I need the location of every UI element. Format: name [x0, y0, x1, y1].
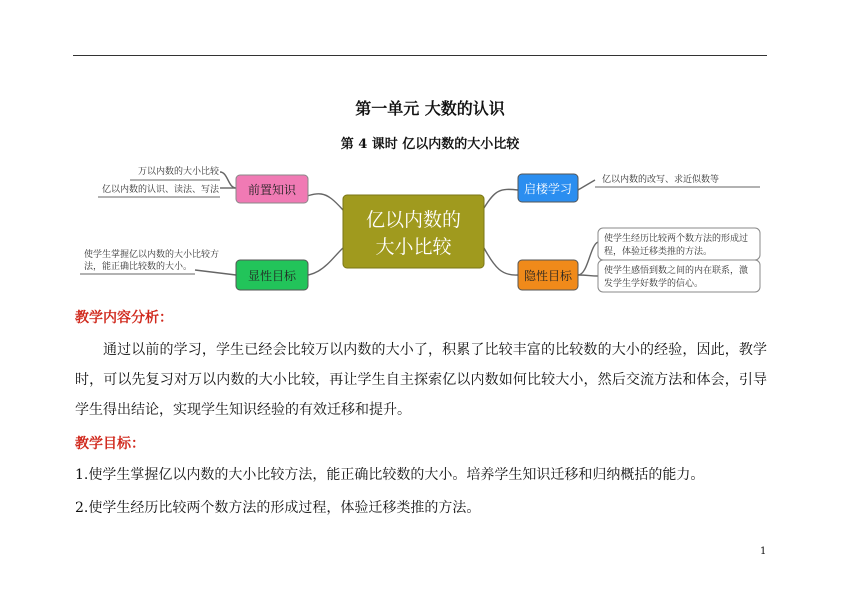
- connector-prior-note1: [220, 172, 236, 188]
- connector-implicit: [484, 248, 518, 275]
- goal-item-2: 2.使学生经历比较两个数方法的形成过程，体验迁移类推的方法。: [75, 500, 481, 516]
- center-node-line2: 大小比较: [375, 236, 452, 258]
- implicit-note-1: 使学生经历比较两个数方法的形成过: [604, 234, 749, 244]
- lesson-title: 第 4 课时 亿以内数的大小比较: [340, 137, 520, 152]
- explicit-note-1: 使学生掌握亿以内数的大小比较方: [84, 250, 220, 260]
- page-number: 1: [760, 546, 767, 557]
- connector-explicit-note: [195, 270, 236, 275]
- center-node-line1: 亿以内数的: [365, 209, 462, 231]
- explicit-goal-label: 显性目标: [247, 269, 297, 283]
- header-rule: [73, 55, 767, 56]
- goals-heading: 教学目标：: [75, 436, 145, 452]
- analysis-heading: 教学内容分析：: [75, 310, 173, 326]
- prior-knowledge-label: 前置知识: [247, 183, 297, 197]
- implicit-note-2: 程，体验迁移类推的方法。: [604, 247, 713, 257]
- prior-note-1: 万以内数的大小比较: [138, 167, 220, 177]
- inspire-note-1: 亿以内数的改写、求近似数等: [602, 175, 720, 185]
- inspire-label: 启楼学习: [523, 182, 573, 196]
- connector-inspire: [484, 189, 518, 208]
- connector-implicit-note2: [578, 275, 598, 276]
- implicit-goal-label: 隐性目标: [523, 269, 573, 283]
- mind-map: [70, 150, 770, 300]
- analysis-paragraph: 通过以前的学习，学生已经会比较万以内数的大小了，积累了比较丰富的比较数的大小的经验，因此，教学时，可以先复习对万以内数的大小比较，再让学生自主探索亿以内数如何比较大小，然后交流方法和体会，引导学生得出结论，实现学生知识经验的有效迁移和提升。: [75, 342, 767, 418]
- connector-inspire-note: [578, 180, 595, 190]
- implicit-note-4: 发学生学好数学的信心。: [604, 279, 704, 289]
- unit-title: 第一单元 大数的认识: [355, 99, 505, 118]
- implicit-note-3: 使学生感悟到数之间的内在联系，激: [604, 266, 749, 276]
- goal-item-1: 1.使学生掌握亿以内数的大小比较方法，能正确比较数的大小。培养学生知识迁移和归纳概括的能力。: [75, 467, 705, 483]
- connector-implicit-note1: [578, 242, 598, 275]
- prior-note-2: 亿以内数的认识、读法、写法: [102, 185, 220, 195]
- explicit-note-2: 法，能正确比较数的大小。: [84, 262, 193, 272]
